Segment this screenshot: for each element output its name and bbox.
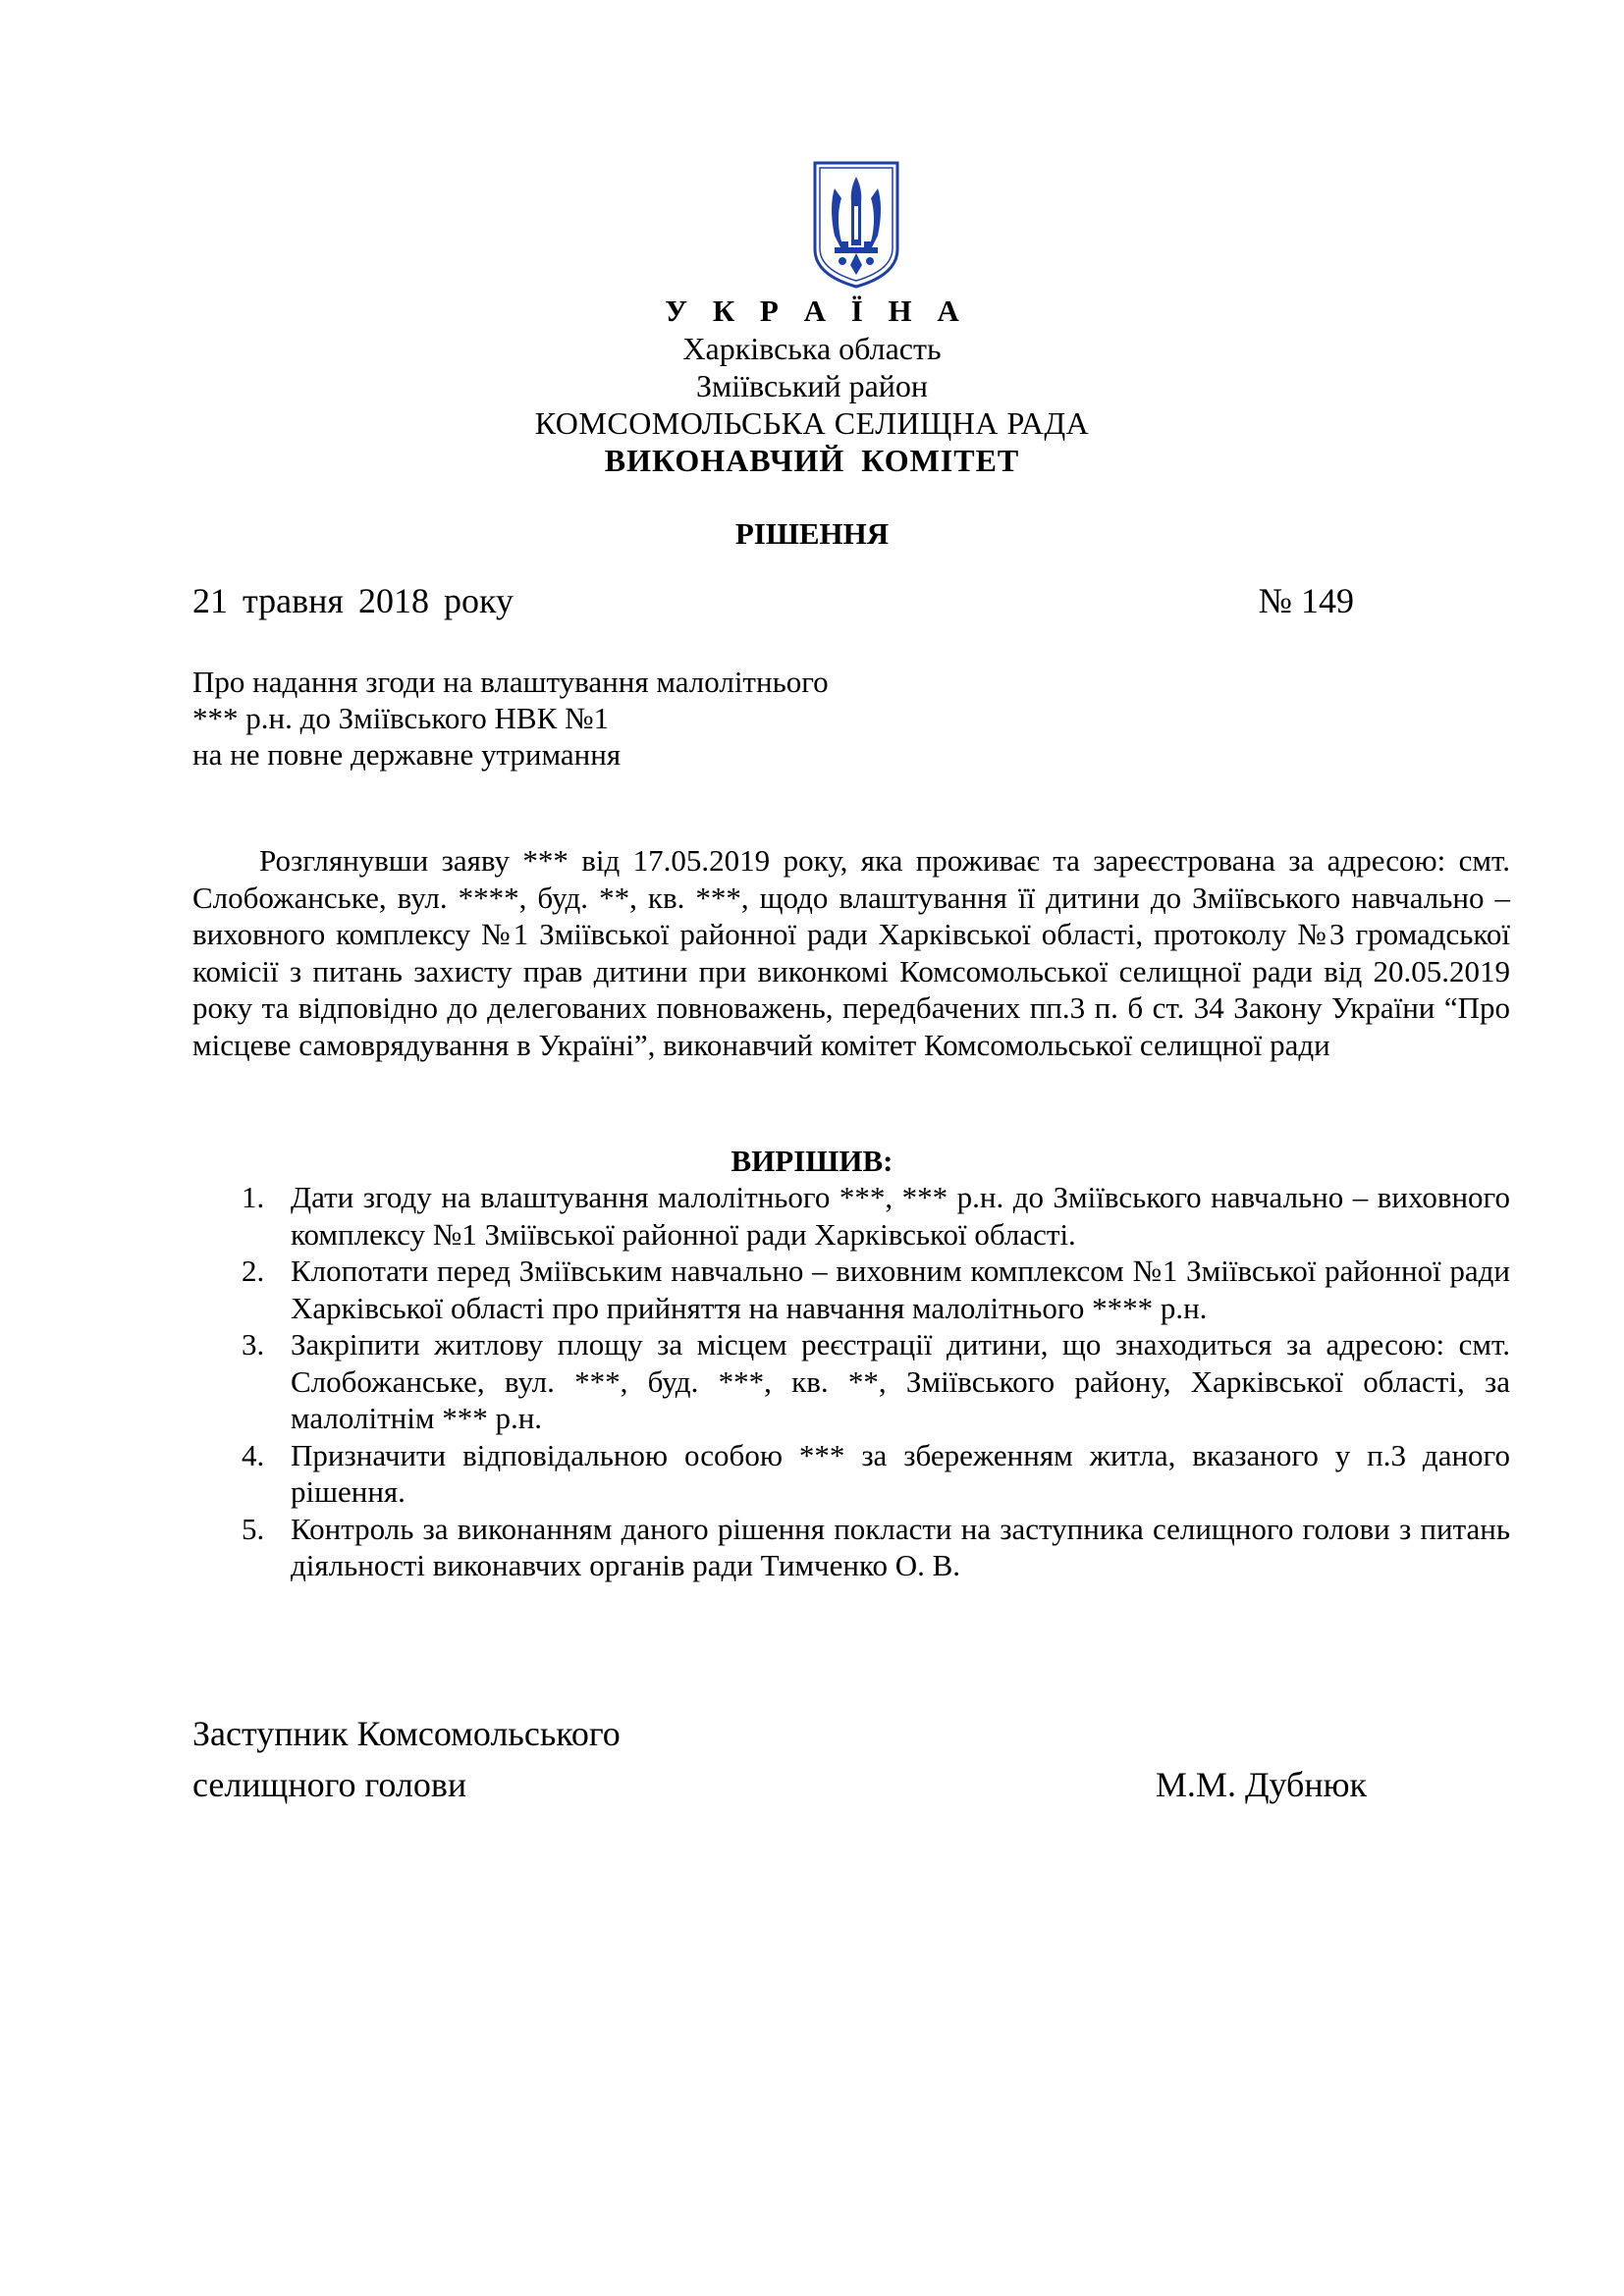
oblast-name: Харківська область [682,331,942,366]
document-type-title: РІШЕННЯ [734,516,890,551]
preamble-paragraph: Розглянувши заяву *** від 17.05.2019 року, яка проживає та зареєстрована за адресою: смт. Слобожанське, вул. ****, буд. **, кв. ***, щодо влаштування її дитини до Зміївського навчально – виховного комплексу №1 Зміївської районної ради Харківської області, протоколу №3 громадської комісії з питань захисту прав дитини при виконкомі Комсомольської селищної ради від 20.05.2019 року та відповідно до делегованих повноважень, передбачених пп.3 п. б ст. 34 Закону України “Про місцеве самоврядування в Україні”, виконавчий комітет Комсомольської селищної ради [192,843,1510,1062]
list-item [192,1511,1510,1584]
item-text: Призначити відповідальною особою *** за збереженням житла, вказаного у п.3 даного рішення. [291,1437,1510,1509]
item-number: 4. [242,1437,265,1472]
item-number: 3. [242,1327,265,1362]
item-text: Дати згоду на влаштування малолітнього ***, *** р.н. до Зміївського навчально – виховного комплексу №1 Зміївської районної ради Харківської області. [291,1180,1510,1252]
signatory-name: М.М. Дубнюк [1155,1765,1367,1804]
tryzub-coat-of-arms-icon [811,159,901,291]
list-item [192,1253,1510,1326]
item-number: 5. [242,1511,265,1546]
list-item [192,1437,1510,1511]
item-number: 1. [242,1180,265,1214]
decision-date: 21 травня 2018 року [192,581,514,620]
signatory-position-line-2: селищного голови [192,1765,467,1804]
subject-line: Про надання згоди на влаштування малолітнього [192,665,829,699]
list-item [192,1326,1510,1437]
item-text: Контроль за виконанням даного рішення покласти на заступника селищного голови з питань діяльності виконавчих органів ради Тимченко О. В. [291,1511,1510,1582]
decisions-list [192,1179,1510,1584]
decision-number: № 149 [1258,581,1354,620]
list-item [192,1179,1510,1253]
decision-subject [192,664,829,773]
subject-line: на не повне державне утримання [192,737,622,772]
signature-line [192,1763,1367,1806]
subject-line: *** р.н. до Зміївського НВК №1 [192,701,610,735]
rayon-name: Зміївський район [695,368,929,403]
signatory-position-line-1: Заступник Комсомольського [192,1714,621,1753]
country-name: У К Р А Ї Н А [665,294,968,328]
decided-heading: ВИРІШИВ: [731,1144,893,1178]
item-text: Клопотати перед Зміївським навчально – виховним комплексом №1 Зміївської районної ради Харківської області про прийняття на навчання малолітнього **** р.н. [291,1254,1510,1325]
committee-name: ВИКОНАВЧИЙ КОМІТЕТ [604,443,1020,478]
item-number: 2. [242,1254,265,1288]
item-text: Закріпити житлову площу за місцем реєстрації дитини, що знаходиться за адресою: смт. Слобожанське, вул. ***, буд. ***, кв. **, Зміївського району, Харківської області, за малолітнім *** р.н. [291,1327,1510,1435]
council-name: КОМСОМОЛЬСЬКА СЕЛИЩНА РАДА [534,405,1090,441]
